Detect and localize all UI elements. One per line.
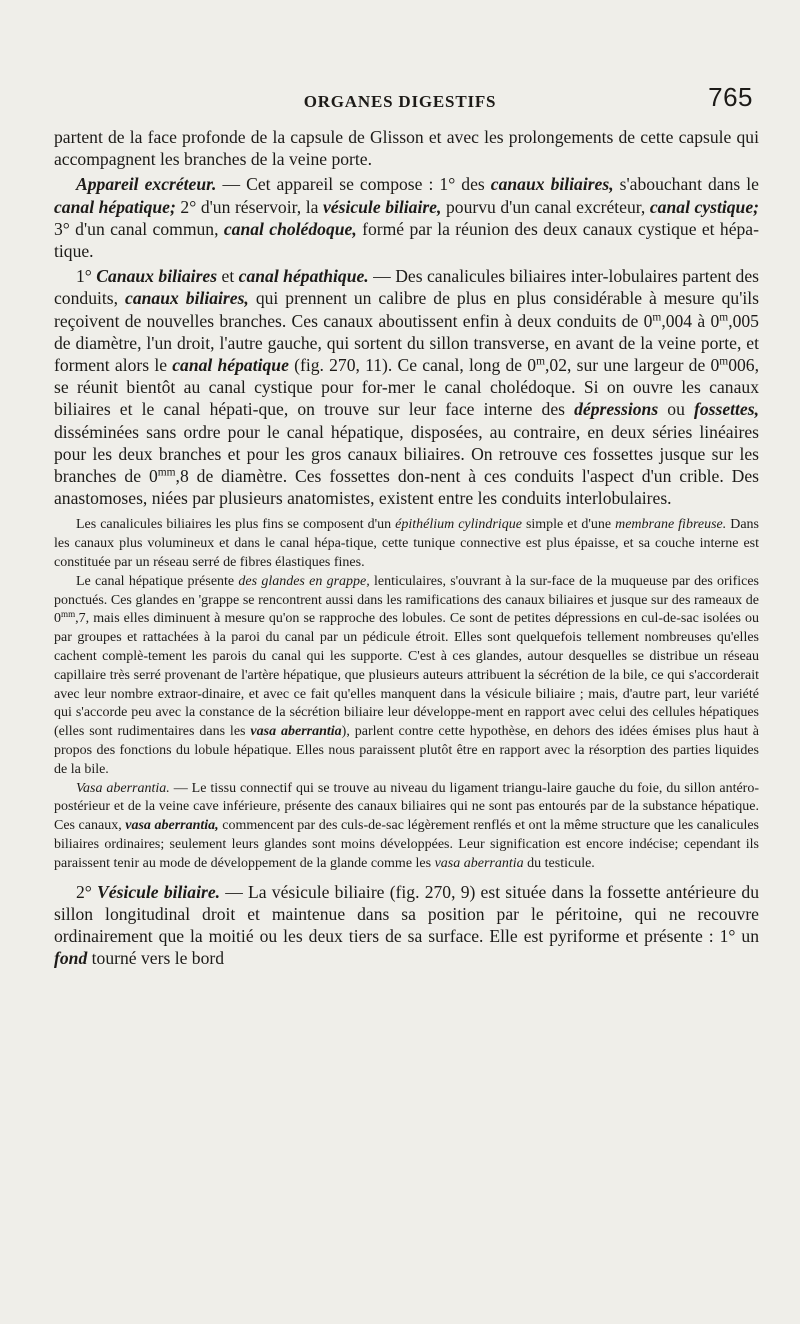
page-body: [54, 126, 759, 969]
small-paragraph-vasa-aberrantia: Vasa aberrantia. — Le tissu connectif qui se trouve au niveau du ligament triangu-laire gauche du foie, du sillon antéro-postérieur et de la veine cave inférieure, présente des canaux biliaires qui ne sont pas entourés par de la substance hépatique. Ces canaux, vasa aberrantia, commencent par des culs-de-sac légèrement renflés et ont la même structure que les canalicules biliaires ordinaires; seulement leurs glandes sont moins développées. Leur signification est encore indécise; cependant ils paraissent tenir au mode de développement de la glande comme les vasa aberrantia du testicule.: [54, 780, 760, 871]
term: fond: [54, 948, 88, 969]
term: vésicule biliaire,: [322, 196, 442, 217]
term: canal cystique;: [649, 196, 760, 217]
term: vasa aberrantia: [250, 724, 342, 740]
term: canal cholédoque,: [223, 218, 357, 239]
section-heading: canal hépathique.: [238, 266, 369, 287]
term: dépressions: [574, 399, 659, 420]
paragraph-continuation: partent de la face profonde de la capsule de Glisson et avec les prolongements de cette capsule qui accompagnent les branches de la veine porte.: [54, 127, 759, 170]
paragraph-canaux-biliaires: 1° Canaux biliaires et canal hépathique. — Des canalicules biliaires inter-lobulaires partent des conduits, canaux biliaires, qui prennent un calibre de plus en plus considérable à mesure qu'ils reçoivent de nouvelles branches. Ces canaux aboutissent enfin à deux conduits de 0$^m$,004 à 0$^m$,005 de diamètre, l'un droit, l'autre gauche, qui sortent du sillon transverse, en avant de la veine porte, et forment alors le canal hépatique (fig. 270, 11). Ce canal, long de 0$^m$,02, sur une largeur de 0$^m$006, se réunit bientôt au canal cystique pour for-mer le canal cholédoque. Si on ouvre les canaux biliaires et le canal hépati-que, on trouve sur leur face interne des dépressions ou fossettes, disséminées sans ordre pour le canal hépatique, disposées, au contraire, en deux séries linéaires pour les deux branches et pour les gros canaux biliaires. On retrouve ces fossettes jusque sur les branches de $0^{mm},8$ de diamètre. Ces fossettes don-nent à ces conduits l'aspect d'un crible. Des anastomoses, niées par plusieurs anatomistes, existent entre les conduits interlobulaires.: [54, 266, 760, 509]
small-paragraph-structure: Les canalicules biliaires les plus fins se composent d'un épithélium cylindrique simple et d'une membrane fibreuse. Dans les canaux plus volumineux et dans le canal hépa-tique, cette tunique connective est plus épaisse, et sa couche interne est constituée par un réseau serré de fibres élastiques fines.: [54, 517, 760, 571]
section-heading: Canaux biliaires: [96, 266, 218, 287]
section-heading: Appareil excréteur.: [76, 174, 217, 195]
term: canaux biliaires,: [125, 288, 249, 309]
term: canal hépatique;: [54, 196, 176, 217]
paragraph-vesicule-biliaire: 2° Vésicule biliaire. — La vésicule biliaire (fig. 270, 9) est située dans la fossette antérieure du sillon longitudinal droit et maintenue dans sa position par le péritoine, qui ne recouvre ordinairement que la moitié ou les deux tiers de sa surface. Elle est pyriforme et présente : 1° un fond tourné vers le bord: [54, 881, 759, 969]
page-number: 765: [708, 82, 753, 112]
term: épithélium cylindrique: [395, 517, 522, 533]
running-head: [0, 82, 800, 118]
paragraph-appareil-excreteur: Appareil excréteur. — Cet appareil se compose : 1° des canaux biliaires, s'abouchant dans le canal hépatique; 2° d'un réservoir, la vésicule biliaire, pourvu d'un canal excréteur, canal cystique; 3° d'un canal commun, canal cholédoque, formé par la réunion des deux canaux cystique et hépa-tique.: [54, 174, 760, 262]
term: vasa aberrantia,: [125, 818, 219, 834]
term: fossettes,: [694, 399, 759, 420]
section-heading: Vésicule biliaire.: [97, 881, 221, 902]
term: vasa aberrantia: [434, 855, 524, 871]
section-heading: Vasa aberrantia.: [76, 780, 170, 796]
term: des glandes en grappe,: [238, 573, 370, 589]
running-title: ORGANES DIGESTIFS: [303, 92, 497, 111]
term: canaux biliaires,: [490, 174, 614, 195]
term: membrane fibreuse.: [615, 517, 727, 533]
term: canal hépatique: [172, 355, 289, 376]
small-paragraph-glandes: Le canal hépatique présente des glandes en grappe, lenticulaires, s'ouvrant à la sur-face de la muqueuse par des orifices ponctués. Ces glandes en 'grappe se rencontrent aussi dans les ramifications des canaux biliaires et jusque sur des rameaux de $0^{mm},7$, mais elles diminuent à mesure qu'on se rapproche des lobules. Ce sont de petites dépressions en cul-de-sac isolées ou par groupes et rattachées à la paroi du canal par un pédicule étroit. Elles sont quelquefois tellement nombreuses qu'elles cachent complè-tement les parois du canal qui les supporte. C'est à ces glandes, autour desquelles se distribue un réseau capillaire très serré provenant de l'artère hépatique, que plusieurs auteurs attribuent la sécrétion de la bile, ce qui s'accorderait avec leur nombre extraor-dinaire, et avec ce fait qu'elles manquent dans la vésicule biliaire ; mais, d'autre part, leur variété qui s'accorde peu avec la constance de la sécrétion biliaire leur développe-ment en rapport avec celui des cellules hépatiques (elles sont rudimentaires dans les vasa aberrantia), parlent contre cette hypothèse, en dehors des idées émises plus haut à propos des fonctions du lobule hépatique. Elles nous paraissent plutôt être en rapport avec la résorption des parties liquides de la bile.: [54, 573, 760, 777]
